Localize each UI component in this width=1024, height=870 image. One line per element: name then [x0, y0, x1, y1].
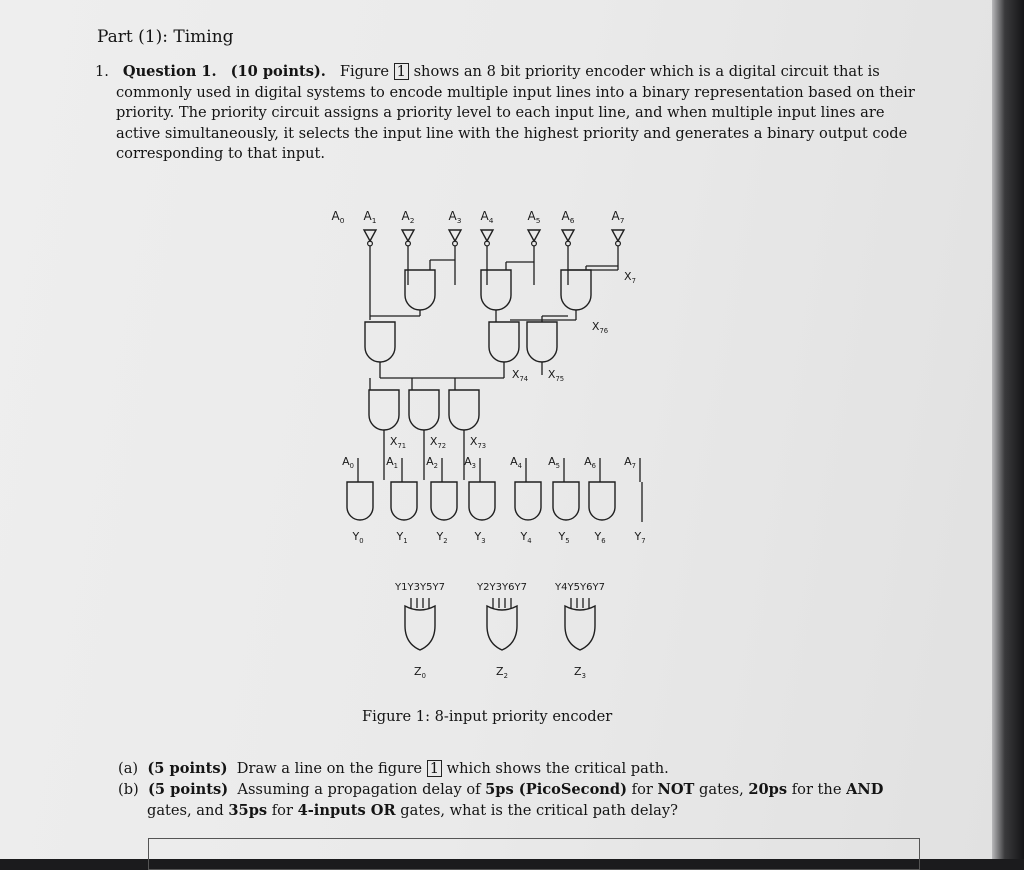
- question-text-line1: shows an 8 bit priority encoder which is a digital circuit that is: [413, 63, 880, 80]
- and-gate-out-5: [553, 482, 579, 520]
- and-gate-top-2: [481, 270, 511, 310]
- question-text-figure: Figure: [339, 63, 389, 80]
- mid-input-label-a3: $A_3$: [464, 455, 476, 470]
- part-a-points: (5 points): [147, 760, 228, 777]
- part-b-not-delay: 5ps (PicoSecond): [485, 781, 628, 798]
- and-gate-low-3: [449, 390, 479, 430]
- part-b: [118, 779, 918, 800]
- x71-label: $X_{71}$: [389, 435, 407, 450]
- input-label-a1: $A_1$: [363, 209, 377, 225]
- part-b-text-4: for the: [791, 781, 842, 798]
- and-gate-top-1: [405, 270, 435, 310]
- part-b-or-delay: 35ps: [228, 802, 268, 819]
- not-gate-4: [481, 230, 493, 241]
- and-gate-mid-3: [527, 322, 557, 362]
- input-label-a5: $A_5$: [527, 209, 541, 225]
- and-gate-top-3: [561, 270, 591, 310]
- part-b-or: 4-inputs OR: [297, 802, 396, 819]
- part-b-not: NOT: [657, 781, 695, 798]
- or-gate-2: [565, 606, 595, 650]
- and-gate-out-1: [391, 482, 417, 520]
- input-label-a4: $A_4$: [480, 209, 494, 225]
- or-gate-1: [487, 606, 517, 650]
- mid-input-label-a7: $A_7$: [624, 455, 636, 470]
- not-gate-5: [528, 230, 540, 241]
- and-gate-out-6: [589, 482, 615, 520]
- or-output-label-z3: $Z_3$: [574, 665, 586, 680]
- x72-label: $X_{72}$: [429, 435, 447, 450]
- and-gate-low-2: [409, 390, 439, 430]
- part-b-text-3: gates,: [699, 781, 744, 798]
- priority-encoder-figure: [320, 200, 680, 690]
- question-text-line4: active simultaneously, it selects the input line with the highest priority and generates a binary output code: [116, 124, 908, 142]
- part-b-and: AND: [846, 781, 884, 798]
- input-label-a6: $A_6$: [561, 209, 575, 225]
- output-label-y1: $Y_1$: [396, 530, 408, 545]
- subquestions: [118, 758, 918, 821]
- output-label-y3: $Y_3$: [474, 530, 486, 545]
- x7-label: $X_7$: [624, 270, 636, 285]
- part-b-points: (5 points): [148, 781, 229, 798]
- input-label-a2: $A_2$: [401, 209, 415, 225]
- not-gate-1: [364, 230, 376, 241]
- part-b-text-2: for: [631, 781, 653, 798]
- part-b-label: (b): [118, 781, 139, 798]
- part-a-text-end: which shows the critical path.: [446, 760, 669, 777]
- x76-label: $X_{76}$: [591, 320, 609, 335]
- and-gate-low-1: [369, 390, 399, 430]
- not-gate-6: [562, 230, 574, 241]
- or-input-label-0: Y1Y3Y5Y7: [395, 582, 445, 593]
- or-output-label-z2: $Z_2$: [496, 665, 508, 680]
- and-gate-out-0: [347, 482, 373, 520]
- figure-caption: Figure 1: 8-input priority encoder: [362, 708, 613, 725]
- not-gate-2: [402, 230, 414, 241]
- or-input-label-1: Y2Y3Y6Y7: [477, 582, 527, 593]
- question-text-line3: priority. The priority circuit assigns a priority level to each input line, and when multiple input lines are: [116, 104, 885, 121]
- or-output-label-z0: $Z_0$: [414, 665, 426, 680]
- part-b-and-delay: 20ps: [748, 781, 788, 798]
- output-label-y5: $Y_5$: [558, 530, 570, 545]
- x74-label: $X_{74}$: [511, 368, 529, 383]
- output-label-y7: $Y_7$: [634, 530, 646, 545]
- x75-label: $X_{75}$: [547, 368, 565, 383]
- part-b-text-1: Assuming a propagation delay of: [237, 781, 481, 798]
- mid-input-label-a0: $A_0$: [342, 455, 354, 470]
- part-a-text: Draw a line on the figure: [236, 760, 423, 777]
- question-points: (10 points).: [230, 63, 326, 80]
- mid-input-label-a2: $A_2$: [426, 455, 438, 470]
- part-a-label: (a): [118, 760, 139, 777]
- question-text-line5: corresponding to that input.: [116, 145, 326, 162]
- mid-input-label-a4: $A_4$: [510, 455, 522, 470]
- page-edge-shadow: [992, 0, 1024, 859]
- mid-input-label-a5: $A_5$: [548, 455, 560, 470]
- part-b-line2: [118, 800, 918, 821]
- input-label-a7: $A_7$: [611, 209, 625, 225]
- part-heading: Part (1): Timing: [97, 27, 234, 47]
- part-a: [118, 758, 918, 779]
- question-paragraph: [95, 62, 915, 165]
- output-label-y4: $Y_4$: [520, 530, 532, 545]
- or-gate-0: [405, 606, 435, 650]
- part-b-text-5: gates, and: [147, 802, 224, 819]
- mid-input-label-a6: $A_6$: [584, 455, 596, 470]
- and-gate-out-4: [515, 482, 541, 520]
- not-gate-3: [449, 230, 461, 241]
- or-input-label-2: Y4Y5Y6Y7: [555, 582, 605, 593]
- not-gate-7: [612, 230, 624, 241]
- and-gate-mid-2: [489, 322, 519, 362]
- part-b-text-7: gates, what is the critical path delay?: [400, 802, 678, 819]
- and-gate-mid-1: [365, 322, 395, 362]
- question-title: Question 1.: [122, 63, 217, 80]
- x73-label: $X_{73}$: [469, 435, 487, 450]
- mid-input-label-a1: $A_1$: [386, 455, 398, 470]
- part-b-text-6: for: [271, 802, 293, 819]
- output-label-y0: $Y_0$: [352, 530, 364, 545]
- output-label-y6: $Y_6$: [594, 530, 606, 545]
- question-text-line2: commonly used in digital systems to encode multiple input lines into a binary representation based on their: [116, 83, 915, 101]
- input-label-a3: $A_3$: [448, 209, 462, 225]
- input-label-a0: $A_0$: [331, 209, 345, 225]
- question-number: 1.: [95, 63, 109, 80]
- output-label-y2: $Y_2$: [436, 530, 448, 545]
- answer-box[interactable]: [148, 838, 920, 870]
- and-gate-out-3: [469, 482, 495, 520]
- and-gate-out-2: [431, 482, 457, 520]
- part-a-figure-ref[interactable]: 1: [427, 760, 442, 777]
- figure-ref-link[interactable]: 1: [394, 63, 409, 80]
